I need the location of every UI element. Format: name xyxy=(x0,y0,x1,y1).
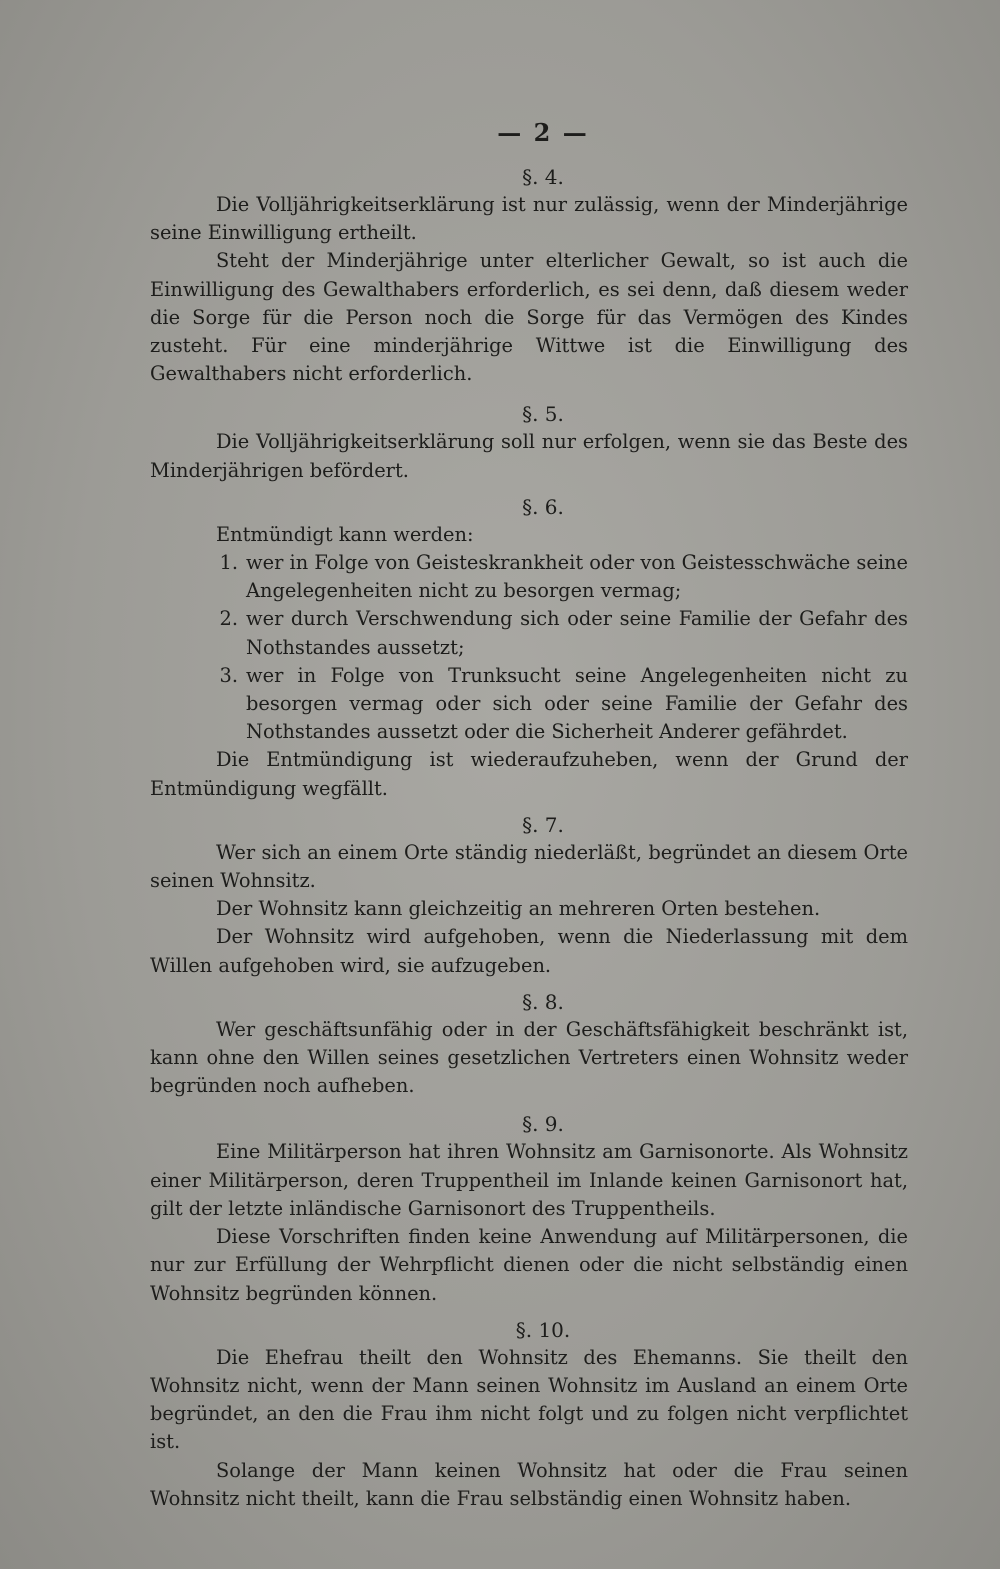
section-heading: §. 8. xyxy=(522,989,564,1014)
list-item xyxy=(150,662,908,747)
list-item xyxy=(150,605,908,661)
section-7 xyxy=(150,813,908,980)
paragraph: Der Wohnsitz wird aufgehoben, wenn die Niederlassung mit dem Willen aufgehoben wird, sie aufzugeben. xyxy=(150,925,908,977)
section-8 xyxy=(150,990,908,1101)
paragraph: Entmündigt kann werden: xyxy=(216,522,474,546)
page-number: — 2 — xyxy=(497,118,589,147)
list-item xyxy=(150,549,908,605)
section-heading: §. 10. xyxy=(515,1317,571,1342)
section-5 xyxy=(150,402,908,484)
section-heading: §. 4. xyxy=(522,165,564,189)
section-6 xyxy=(150,495,908,803)
section-9 xyxy=(150,1112,908,1307)
paragraph: Die Entmündigung ist wiederaufzuheben, wenn der Grund der Entmündigung wegfällt. xyxy=(150,748,908,800)
paragraph: Der Wohnsitz kann gleichzeitig an mehreren Orten bestehen. xyxy=(216,897,821,921)
list-item-text: wer in Folge von Trunksucht seine Angelegenheiten nicht zu besorgen vermag oder sich oder seine Familie der Gefahr des Nothstandes aussetzt oder die Sicherheit Anderer gefährdet. xyxy=(246,663,908,744)
paragraph: Wer sich an einem Orte ständig niederläßt, begründet an diesem Orte seinen Wohnsitz. xyxy=(150,840,908,893)
paragraph: Steht der Minderjährige unter elterlicher Gewalt, so ist auch die Einwilligung des Gewalthabers erforderlich, es sei denn, daß diesem weder die Sorge für die Person noch die Sorge für das Vermögen des Kindes zusteht. Für eine minderjährige Wittwe ist die Einwilligung des Gewalthabers nicht erforderlich. xyxy=(150,249,908,386)
paragraph: Diese Vorschriften finden keine Anwendung auf Militärpersonen, die nur zur Erfüllung der Wehrpflicht dienen oder die nicht selbständig einen Wohnsitz begründen können. xyxy=(150,1225,908,1305)
list-item-number: 2. xyxy=(219,607,238,631)
paragraph: Die Ehefrau theilt den Wohnsitz des Ehemanns. Sie theilt den Wohnsitz nicht, wenn der Mann seinen Wohnsitz im Ausland an einem Orte begründet, an den die Frau ihm nicht folgt und zu folgen nicht verpflichtet ist. xyxy=(150,1345,908,1454)
paragraph: Solange der Mann keinen Wohnsitz hat oder die Frau seinen Wohnsitz nicht theilt, kann die Frau selbständig einen Wohnsitz haben. xyxy=(150,1458,908,1510)
section-heading: §. 6. xyxy=(522,494,564,519)
paragraph: Die Volljährigkeitserklärung ist nur zulässig, wenn der Minderjährige seine Einwilligung ertheilt. xyxy=(150,193,908,245)
section-10 xyxy=(150,1318,908,1513)
section-heading: §. 5. xyxy=(522,402,564,427)
section-4 xyxy=(150,165,908,388)
list-item-text: wer durch Verschwendung sich oder seine Familie der Gefahr des Nothstandes aussetzt; xyxy=(246,607,908,659)
list-item-text: wer in Folge von Geisteskrankheit oder von Geistesschwäche seine Angelegenheiten nicht zu besorgen vermag; xyxy=(246,551,908,603)
list-item-number: 1. xyxy=(219,551,238,575)
list-item-number: 3. xyxy=(219,663,238,687)
paragraph: Wer geschäftsunfähig oder in der Geschäftsfähigkeit beschränkt ist, kann ohne den Willen seines gesetzlichen Vertreters einen Wohnsitz weder begründen noch aufheben. xyxy=(150,1017,908,1098)
section-heading: §. 9. xyxy=(522,1112,564,1137)
paragraph: Eine Militärperson hat ihren Wohnsitz am Garnisonorte. Als Wohnsitz einer Militärperson, deren Truppentheil im Inlande keinen Garnisonort hat, gilt der letzte inländische Garnisonort des Truppentheils. xyxy=(150,1140,908,1220)
paragraph: Die Volljährigkeitserklärung soll nur erfolgen, wenn sie das Beste des Minderjährigen befördert. xyxy=(150,430,908,482)
section-heading: §. 7. xyxy=(522,812,564,837)
